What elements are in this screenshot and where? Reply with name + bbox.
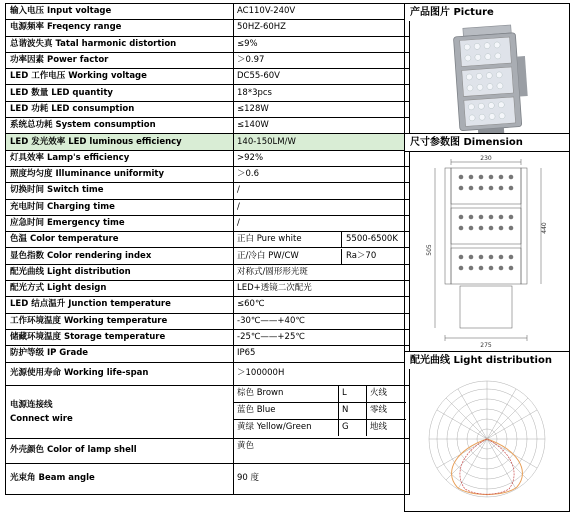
wire-code: L xyxy=(338,386,366,403)
spec-label: LED 发光效率 LED luminous efficiency xyxy=(6,134,234,150)
dim-bottom: 275 xyxy=(480,342,492,349)
spec-value: DC55-60V xyxy=(234,69,410,85)
spec-row xyxy=(6,297,410,313)
wiring-table xyxy=(234,385,410,438)
wire-color: 蓝色 Blue xyxy=(234,403,338,420)
spec-row xyxy=(6,346,410,362)
spec-value: 18*3pcs xyxy=(234,85,410,101)
wire-name: 地线 xyxy=(366,420,406,436)
spec-label: 显色指数 Color rendering index xyxy=(6,248,234,264)
spec-label: LED 结点温升 Junction temperature xyxy=(6,297,234,313)
spec-row xyxy=(6,183,410,199)
spec-value: ≤128W xyxy=(234,101,410,117)
spec-row xyxy=(6,85,410,101)
spec-label: 输入电压 Input voltage xyxy=(6,4,234,20)
spec-row xyxy=(6,329,410,345)
distribution-heading: 配光曲线 Light distribution xyxy=(405,352,569,369)
wiring-label-cn: 电源连接线 xyxy=(10,399,53,410)
picture-heading: 产品图片 Picture xyxy=(405,4,569,21)
spec-value: 黄色 xyxy=(234,438,410,463)
spec-row xyxy=(6,463,410,494)
spec-row xyxy=(6,281,410,297)
dim-top: 230 xyxy=(480,155,492,162)
dim-right: 440 xyxy=(541,222,548,234)
spec-row xyxy=(6,52,410,68)
spec-value: LED+透镜二次配光 xyxy=(234,281,410,297)
spec-label: 色温 Color temperature xyxy=(6,232,234,248)
spec-value: IP65 xyxy=(234,346,410,362)
spec-label: LED 功耗 LED consumption xyxy=(6,101,234,117)
spec-label: 总谐波失真 Tatal harmonic distortion xyxy=(6,36,234,52)
wiring-row xyxy=(6,385,410,438)
spec-row xyxy=(6,313,410,329)
spec-value: / xyxy=(234,183,410,199)
spec-table-body xyxy=(6,4,410,495)
spec-row xyxy=(6,20,410,36)
spec-row xyxy=(6,36,410,52)
spec-label: 工作环境温度 Working temperature xyxy=(6,313,234,329)
spec-label: LED 数量 LED quantity xyxy=(6,85,234,101)
spec-label: 系统总功耗 System consumption xyxy=(6,118,234,134)
right-panels xyxy=(404,3,570,512)
color-temp-range: 5500-6500K xyxy=(341,232,408,247)
spec-value: 140-150LM/W xyxy=(234,134,410,150)
spec-row xyxy=(6,4,410,20)
spec-row xyxy=(6,264,410,280)
spec-label: 充电时间 Charging time xyxy=(6,199,234,215)
wiring-label xyxy=(6,385,234,438)
dimension-panel xyxy=(405,134,569,352)
spec-label: 光束角 Beam angle xyxy=(6,463,234,494)
spec-value: 50HZ-60HZ xyxy=(234,20,410,36)
spec-value: ＞0.97 xyxy=(234,52,410,68)
spec-row xyxy=(6,166,410,182)
spec-value: ＞0.6 xyxy=(234,166,410,182)
spec-value: -25℃——+25℃ xyxy=(234,329,410,345)
wire-color: 黄绿 Yellow/Green xyxy=(237,421,312,432)
spec-value: 90 度 xyxy=(234,463,410,494)
spec-label: 功率因素 Power factor xyxy=(6,52,234,68)
spec-value: ≤60℃ xyxy=(234,297,410,313)
polar-distribution-chart xyxy=(405,369,569,509)
spec-label: 光源使用寿命 Working life-span xyxy=(6,362,234,385)
spec-value: 对称式/圆形形光斑 xyxy=(234,264,410,280)
spec-label: 配光曲线 Light distribution xyxy=(6,264,234,280)
spec-label: 外壳颜色 Color of lamp shell xyxy=(6,438,234,463)
distribution-panel xyxy=(405,352,569,511)
spec-label: 储藏环境温度 Storage temperature xyxy=(6,329,234,345)
spec-row xyxy=(6,362,410,385)
spec-row xyxy=(6,248,410,264)
wiring-label-en: Connect wire xyxy=(10,413,73,424)
wire-color: 棕色 Brown xyxy=(234,386,338,403)
spec-row xyxy=(6,199,410,215)
spec-table xyxy=(5,3,410,495)
spec-value xyxy=(234,248,410,264)
spec-row xyxy=(6,438,410,463)
wire-name: 零线 xyxy=(366,403,406,420)
color-temp-name: 正白 Pure white xyxy=(237,234,302,245)
cri-value: Ra＞70 xyxy=(341,249,408,264)
spec-label: 灯具效率 Lamp's efficiency xyxy=(6,150,234,166)
spec-row xyxy=(6,215,410,231)
spec-label: 照度均匀度 Illuminance uniformity xyxy=(6,166,234,182)
dim-left: 505 xyxy=(426,244,433,256)
spec-value: / xyxy=(234,215,410,231)
spec-value: -30℃——+40℃ xyxy=(234,313,410,329)
spec-value: >92% xyxy=(234,150,410,166)
dimension-heading: 尺寸参数图 Dimension xyxy=(405,134,569,152)
spec-label: 配光方式 Light design xyxy=(6,281,234,297)
spec-label: 应急时间 Emergency time xyxy=(6,215,234,231)
wire-code: G xyxy=(338,420,366,436)
spec-label: 切换时间 Switch time xyxy=(6,183,234,199)
spec-label: 电源频率 Freqency range xyxy=(6,20,234,36)
spec-label: 防护等级 IP Grade xyxy=(6,346,234,362)
spec-value: ＞100000H xyxy=(234,362,410,385)
spec-row xyxy=(6,118,410,134)
spec-value: ≤9% xyxy=(234,36,410,52)
spec-row xyxy=(6,69,410,85)
wire-name: 火线 xyxy=(366,386,406,403)
spec-row xyxy=(6,150,410,166)
spec-row xyxy=(6,101,410,117)
dimension-drawing xyxy=(405,152,569,350)
product-image xyxy=(405,21,569,133)
spec-value xyxy=(234,232,410,248)
spec-value: / xyxy=(234,199,410,215)
cri-type: 正/冷白 PW/CW xyxy=(237,250,299,261)
wire-code: N xyxy=(338,403,366,420)
spec-value: AC110V-240V xyxy=(234,4,410,20)
spec-row-highlighted xyxy=(6,134,410,150)
picture-panel xyxy=(405,4,569,134)
spec-label: LED 工作电压 Working voltage xyxy=(6,69,234,85)
spec-row xyxy=(6,232,410,248)
spec-value: ≤140W xyxy=(234,118,410,134)
